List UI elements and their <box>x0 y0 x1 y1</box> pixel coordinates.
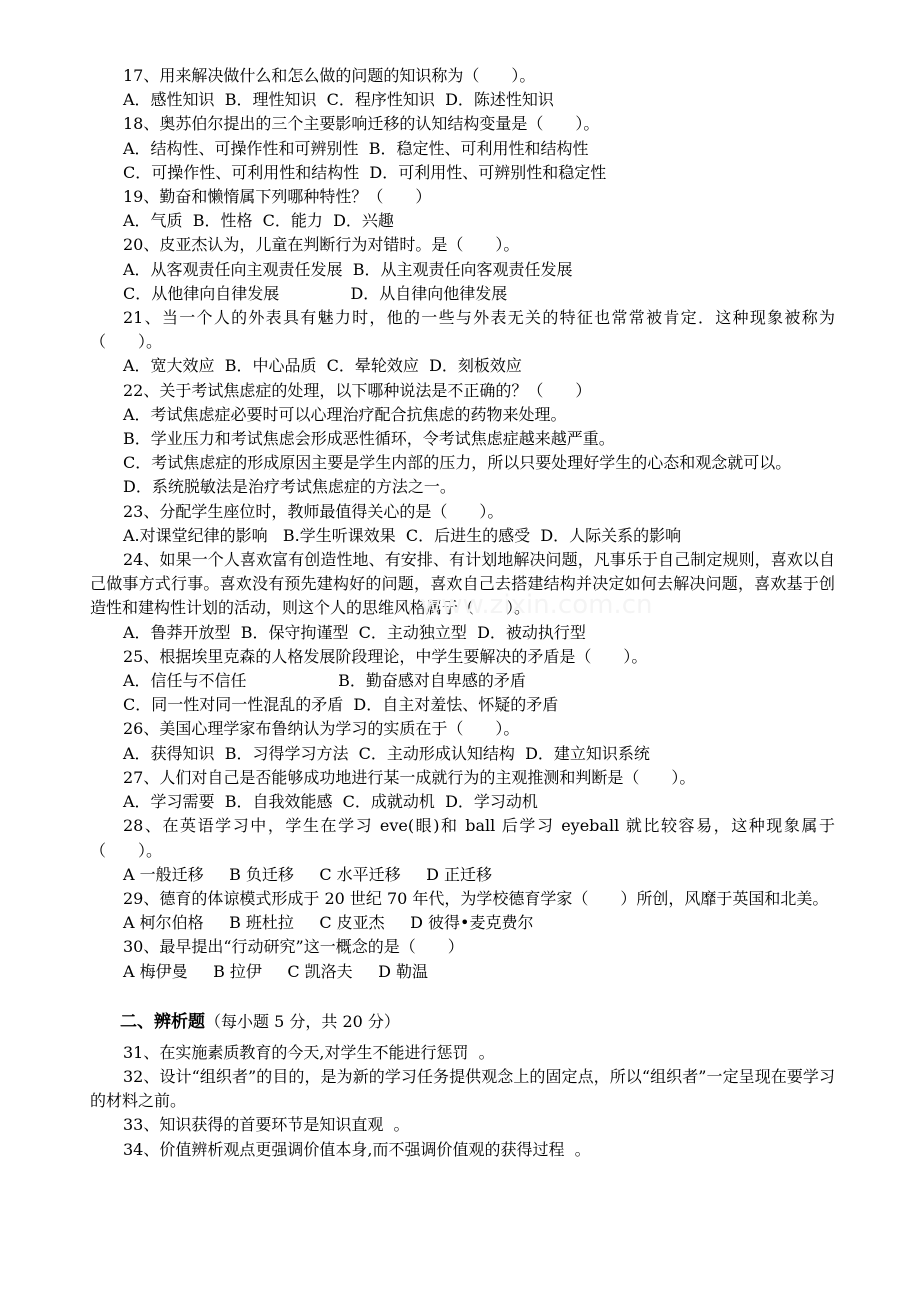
text-line-q29-opts: A 柯尔伯格 B 班杜拉 C 皮亚杰 D 彼得•麦克费尔 <box>123 913 534 933</box>
section-note: （每小题 5 分，共 20 分） <box>205 1011 400 1031</box>
analysis-questions <box>90 1041 835 1162</box>
text-line-q31: 31、在实施素质教育的今天,对学生不能进行惩罚 。 <box>123 1042 495 1062</box>
section-title: 二、辨析题 <box>120 1011 205 1032</box>
text-line-q28: 28、在英语学习中，学生在学习 eve(眼)和 ball 后学习 eyeball 就比较容易，这种现象属于（ ）。 <box>90 816 835 860</box>
text-line-q23-opts: A.对课堂纪律的影响 B.学生听课效果 C．后进生的感受 D．人际关系的影响 <box>123 525 682 545</box>
watermark: www.zixin.com.cn <box>420 590 653 620</box>
text-line-q17: 17、用来解决做什么和怎么做的问题的知识称为（ ）。 <box>123 66 536 85</box>
text-line-q17-opts: A．感性知识 B．理性知识 C．程序性知识 D．陈述性知识 <box>123 90 554 110</box>
text-line-q18: 18、奥苏伯尔提出的三个主要影响迁移的认知结构变量是（ ）。 <box>123 114 600 134</box>
text-line-q20-opts-2: C．从他律向自律发展 D．从自律向他律发展 <box>123 283 508 303</box>
text-line-q32: 32、设计“组织者”的目的，是为新的学习任务提供观念上的固定点，所以“组织者”一定呈现在要学习的材料之前。 <box>90 1066 835 1111</box>
text-line-q24: 24、如果一个人喜欢富有创造性地、有安排、有计划地解决问题，凡事乐于自己制定规则，喜欢以自己做事方式行事。喜欢没有预先建构好的问题，喜欢自己去搭建结构并决定如何去解决问题，喜欢基于创造性和建构性计划的活动，则这个人的思维风格属于（ ）。 <box>90 550 835 618</box>
text-line-q21: 21、当一个人的外表具有魅力时，他的一些与外表无关的特征也常常被肯定．这种现象被称为（ ）。 <box>90 308 835 352</box>
text-line-q20-opts-1: A．从客观责任向主观责任发展 B．从主观责任向客观责任发展 <box>123 259 573 279</box>
text-line-q19: 19、勤奋和懒惰属下列哪种特性？（ ） <box>123 187 432 207</box>
text-line-q28-opts: A 一般迁移 B 负迁移 C 水平迁移 D 正迁移 <box>123 864 493 884</box>
section-heading <box>90 1007 835 1037</box>
text-line-q30-opts: A 梅伊曼 B 拉伊 C 凯洛夫 D 勒温 <box>123 961 429 981</box>
text-line-q26-opts: A．获得知识 B．习得学习方法 C．主动形成认知结构 D．建立知识系统 <box>123 743 650 763</box>
text-line-q23: 23、分配学生座位时，教师最值得关心的是（ ）。 <box>123 501 504 521</box>
text-line-q29: 29、德育的体谅模式形成于 20 世纪 70 年代，为学校德育学家（ ）所创，风靡于英国和北美。 <box>123 888 829 908</box>
text-line-q22-b: B．学业压力和考试焦虑会形成恶性循环，令考试焦虑症越来越严重。 <box>123 429 615 449</box>
text-line-q34: 34、价值辨析观点更强调价值本身,而不强调价值观的获得过程 。 <box>123 1139 591 1159</box>
text-line-q27: 27、人们对自己是否能够成功地进行某一成就行为的主观推测和判断是（ ）。 <box>123 767 696 787</box>
text-line-q22-c: C．考试焦虑症的形成原因主要是学生内部的压力，所以只要处理好学生的心态和观念就可以。 <box>123 453 792 473</box>
text-line-q22-a: A．考试焦虑症必要时可以心理治疗配合抗焦虑的药物来处理。 <box>123 404 567 424</box>
document-page <box>90 64 835 1162</box>
multiple-choice-questions <box>90 64 835 984</box>
text-line-q19-opts: A．气质 B．性格 C．能力 D．兴趣 <box>123 211 394 231</box>
text-line-q24-opts: A．鲁莽开放型 B．保守拘谨型 C．主动独立型 D．被动执行型 <box>123 622 586 642</box>
text-line-q30: 30、最早提出“行动研究”这一概念的是（ ） <box>123 937 464 957</box>
text-line-q20: 20、皮亚杰认为，儿童在判断行为对错时。是（ ）。 <box>123 235 520 255</box>
text-line-q21-opts: A．宽大效应 B．中心品质 C．晕轮效应 D．刻板效应 <box>123 356 522 376</box>
text-line-q25-opts-1: A．信任与不信任 B．勤奋感对自卑感的矛盾 <box>123 671 526 691</box>
text-line-q18-opts-2: C．可操作性、可利用性和结构性 D．可利用性、可辨别性和稳定性 <box>123 162 607 182</box>
text-line-q33: 33、知识获得的首要环节是知识直观 。 <box>123 1115 410 1135</box>
text-line-q25-opts-2: C．同一性对同一性混乱的矛盾 D．自主对羞怯、怀疑的矛盾 <box>123 695 559 715</box>
text-line-q27-opts: A．学习需要 B．自我效能感 C．成就动机 D．学习动机 <box>123 792 538 812</box>
text-line-q22-d: D．系统脱敏法是治疗考试焦虑症的方法之一。 <box>123 477 456 497</box>
text-line-q26: 26、美国心理学家布鲁纳认为学习的实质在于（ ）。 <box>123 719 520 739</box>
text-line-q18-opts-1: A．结构性、可操作性和可辨别性 B．稳定性、可利用性和结构性 <box>123 138 589 158</box>
text-line-q25: 25、根据埃里克森的人格发展阶段理论，中学生要解决的矛盾是（ ）。 <box>123 646 648 666</box>
text-line-q22: 22、关于考试焦虑症的处理，以下哪种说法是不正确的？（ ） <box>123 380 592 400</box>
